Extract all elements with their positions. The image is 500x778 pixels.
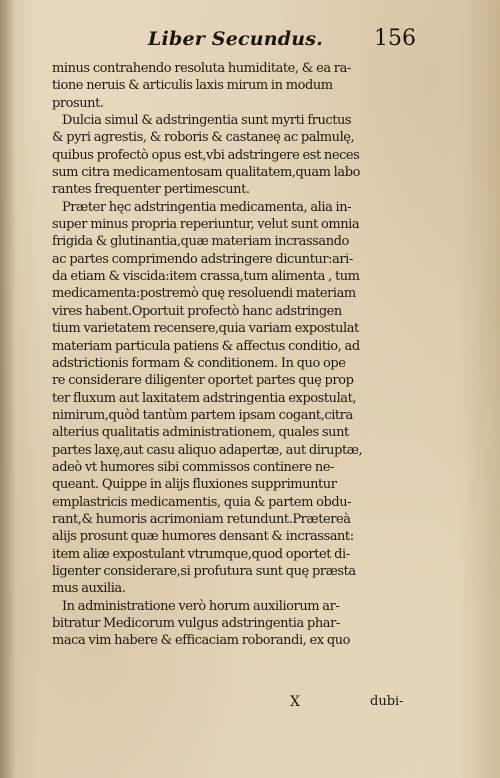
text-line: ac partes comprimendo adstringere dicuntur:ari- — [52, 251, 353, 267]
catchword: dubi- — [370, 694, 404, 709]
text-line: sum citra medicamentosam qualitatem,quam labo — [52, 165, 360, 181]
text-line: minus contrahendo resoluta humiditate, & ea ra- — [52, 61, 351, 76]
paragraph-2 — [52, 112, 432, 199]
text-line: alijs prosunt quӕ humores densant & incrassant: — [52, 529, 354, 545]
text-line: mus auxilia. — [52, 581, 126, 597]
text-line: item aliӕ expostulant vtrumque,quod oportet di- — [52, 546, 350, 562]
text-line: ligenter considerare,si profutura sunt quę prӕsta — [52, 563, 356, 579]
signature-mark: X — [290, 694, 300, 710]
text-line: tione neruis & articulis laxis mirum in modum — [52, 78, 333, 94]
paragraph-4 — [52, 598, 432, 650]
text-line: frigida & glutinantia,quӕ materiam incrassando — [52, 234, 349, 250]
text-line: Dulcia simul & adstringentia sunt myrti fructus — [62, 113, 352, 129]
text-line: tium varietatem recensere,quia variam expostulat — [52, 321, 359, 337]
text-line: rant,& humoris acrimoniam retundunt.Prӕtereà — [52, 511, 351, 527]
text-line: re considerare diligenter oportet partes quę prop — [52, 373, 354, 389]
text-line: queant. Quippe in alijs fluxiones supprimuntur — [52, 477, 337, 493]
text-line: medicamenta:postremò quę resoluendi materiam — [52, 286, 356, 302]
text-line: partes laxę,aut casu aliquo adapertӕ, aut diruptӕ, — [52, 442, 363, 458]
text-line: materiam particula patiens & affectus conditio, ad — [52, 338, 360, 354]
text-line: adstrictionis formam & conditionem. In quo ope — [52, 355, 346, 371]
text-line: vires habent.Oportuit profectò hanc adstringen — [52, 303, 342, 319]
page-number: 156 — [374, 26, 416, 51]
text-line: Prӕter hęc adstringentia medicamenta, alia in- — [62, 199, 352, 215]
text-line: alterius qualitatis administrationem, quales sunt — [52, 425, 349, 441]
paragraph-1 — [52, 60, 432, 112]
text-line: maca vim habere & efficaciam roborandi, ex quo — [52, 633, 350, 649]
page-gutter-shadow — [0, 0, 16, 778]
page-header — [0, 26, 500, 58]
page-footer — [0, 694, 500, 714]
text-line: In administratione verò horum auxiliorum ar- — [62, 598, 340, 614]
text-line: da etiam & viscida:item crassa,tum alimenta , tum — [52, 269, 360, 285]
text-line: super minus propria reperiuntur, velut sunt omnia — [52, 217, 360, 233]
body-text — [52, 60, 432, 650]
running-head: Liber Secundus. — [148, 28, 323, 50]
text-line: quibus profectò opus est,vbi adstringere est neces — [52, 147, 360, 163]
text-line: adeò vt humores sibi commissos continere ne- — [52, 459, 334, 475]
text-line: & pyri agrestis, & roboris & castaneę ac palmulę, — [52, 130, 355, 146]
text-line: emplastricis medicamentis, quia & partem obdu- — [52, 494, 352, 510]
text-line: ter fluxum aut laxitatem adstringentia expostulat, — [52, 390, 357, 406]
text-line: nimirum,quòd tantùm partem ipsam cogant,citra — [52, 407, 353, 423]
text-line: prosunt. — [52, 95, 104, 111]
text-line: rantes frequenter pertimescunt. — [52, 182, 250, 198]
paragraph-3 — [52, 199, 432, 598]
text-line: bitratur Medicorum vulgus adstringentia phar- — [52, 616, 340, 631]
